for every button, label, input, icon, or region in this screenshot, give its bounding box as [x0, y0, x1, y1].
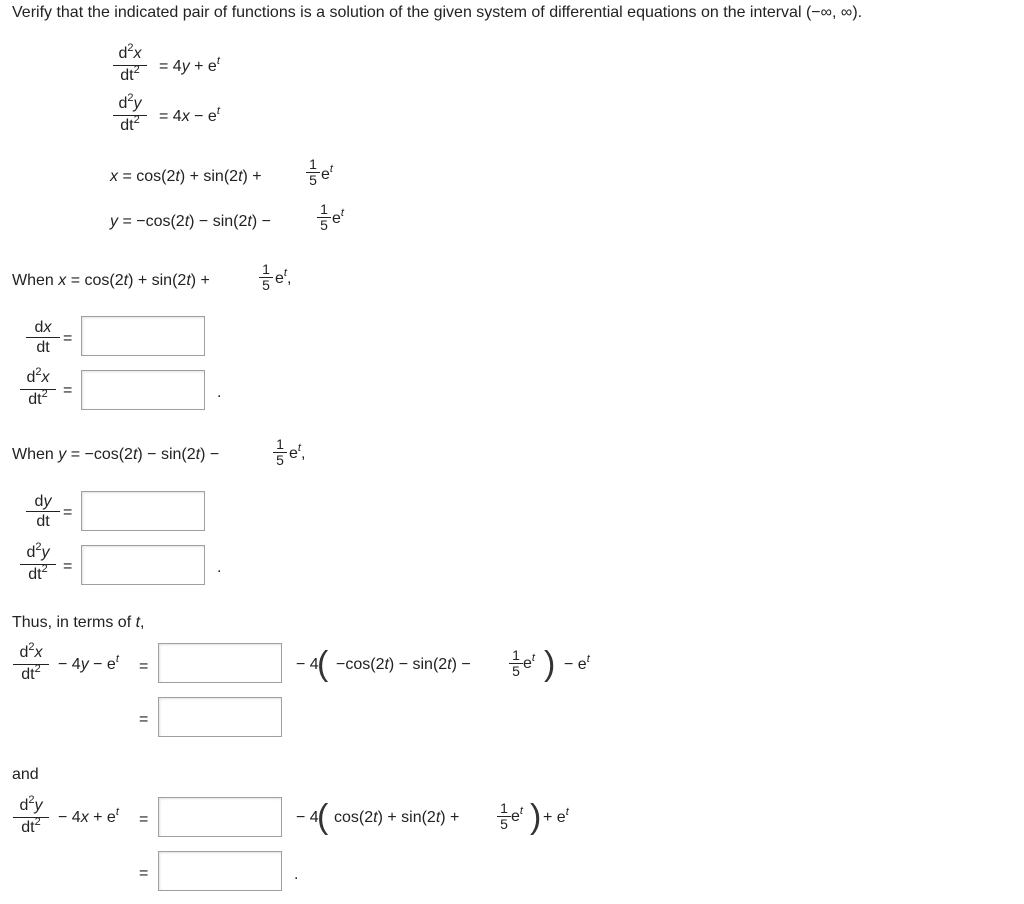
expr1-right-pre: − 4 [296, 656, 319, 673]
right-paren: ) [544, 645, 556, 683]
expr2-right-post: + $e^t$ [543, 806, 569, 826]
solution-x: x = cos(2t) + sin(2t) + [110, 168, 262, 185]
expr2-mid: − $4x + e^t$ [58, 806, 119, 826]
equals-sign: = [139, 865, 149, 882]
expr2-input-a[interactable] [158, 797, 282, 837]
dx-dt-input[interactable] [81, 316, 205, 356]
solution-y: y = −cos(2t) − sin(2t) − [110, 213, 271, 230]
when-x-label: When x = cos(2t) + sin(2t) + [12, 272, 210, 289]
when-x-exp: $e^t$, [275, 267, 292, 287]
one-fifth-fraction: 1 5 [306, 157, 320, 188]
d2y-dt2-fraction: $d^2y$ $dt^2$ [113, 94, 147, 137]
period: . [217, 384, 222, 401]
solution-x-exp: $e^t$ [321, 163, 333, 183]
and-label: and [12, 766, 39, 783]
equals-sign: = [63, 504, 73, 521]
equals-sign: = [139, 711, 149, 728]
expr2-right-inner: cos(2t) + sin(2t) + [334, 809, 460, 826]
period: . [217, 559, 222, 576]
right-paren: ) [530, 798, 542, 836]
left-paren: ( [317, 798, 329, 836]
equals-sign: = [63, 558, 73, 575]
system-eq2-rhs: = $4x - e^t$ [159, 105, 220, 125]
one-fifth-fraction: 1 5 [259, 262, 273, 293]
dy-dt-input[interactable] [81, 491, 205, 531]
one-fifth-fraction: 1 5 [317, 202, 331, 233]
expr2-input-b[interactable] [158, 851, 282, 891]
expr1-mid: − $4y - e^t$ [58, 653, 119, 673]
d2x-dt2-fraction: $d^2x$ $dt^2$ [13, 643, 49, 686]
equals-sign: = [139, 658, 149, 675]
equals-sign: = [63, 330, 73, 347]
one-fifth-fraction: 1 5 [509, 648, 523, 679]
d2y-dt2-fraction: $d^2y$ $dt^2$ [13, 796, 49, 839]
one-fifth-fraction: 1 5 [273, 437, 287, 468]
expr1-input-b[interactable] [158, 697, 282, 737]
expr1-right-post: − $e^t$ [564, 653, 590, 673]
when-y-label: When y = −cos(2t) − sin(2t) − [12, 446, 220, 463]
equals-sign: = [139, 811, 149, 828]
d2x-dt2-input[interactable] [81, 370, 205, 410]
expr2-right-pre: − 4 [296, 809, 319, 826]
when-y-exp: $e^t$, [289, 442, 306, 462]
system-eq1-rhs: = $4y + e^t$ [159, 55, 220, 75]
expr1-right-inner: −cos(2t) − sin(2t) − [336, 656, 471, 673]
one-fifth-fraction: 1 5 [497, 801, 511, 832]
dx-dt-fraction: dx dt [26, 318, 60, 357]
left-paren: ( [317, 645, 329, 683]
expr2-inner-exp: $e^t$ [511, 805, 523, 825]
d2y-dt2-input[interactable] [81, 545, 205, 585]
d2y-dt2-fraction: $d^2y$ $dt^2$ [20, 543, 56, 586]
dy-dt-fraction: dy dt [26, 492, 60, 531]
thus-label: Thus, in terms of t, [12, 614, 145, 631]
equals-sign: = [63, 382, 73, 399]
problem-prompt: Verify that the indicated pair of functions is a solution of the given system of differential equations on the interval (−∞, ∞). [12, 4, 863, 21]
d2x-dt2-fraction: $d^2x$ $dt^2$ [20, 368, 56, 411]
expr1-inner-exp: $e^t$ [523, 652, 535, 672]
expr1-input-a[interactable] [158, 643, 282, 683]
d2x-dt2-fraction: $d^2x$ $dt^2$ [113, 44, 147, 87]
solution-y-exp: $e^t$ [332, 207, 344, 227]
period: . [294, 866, 299, 883]
